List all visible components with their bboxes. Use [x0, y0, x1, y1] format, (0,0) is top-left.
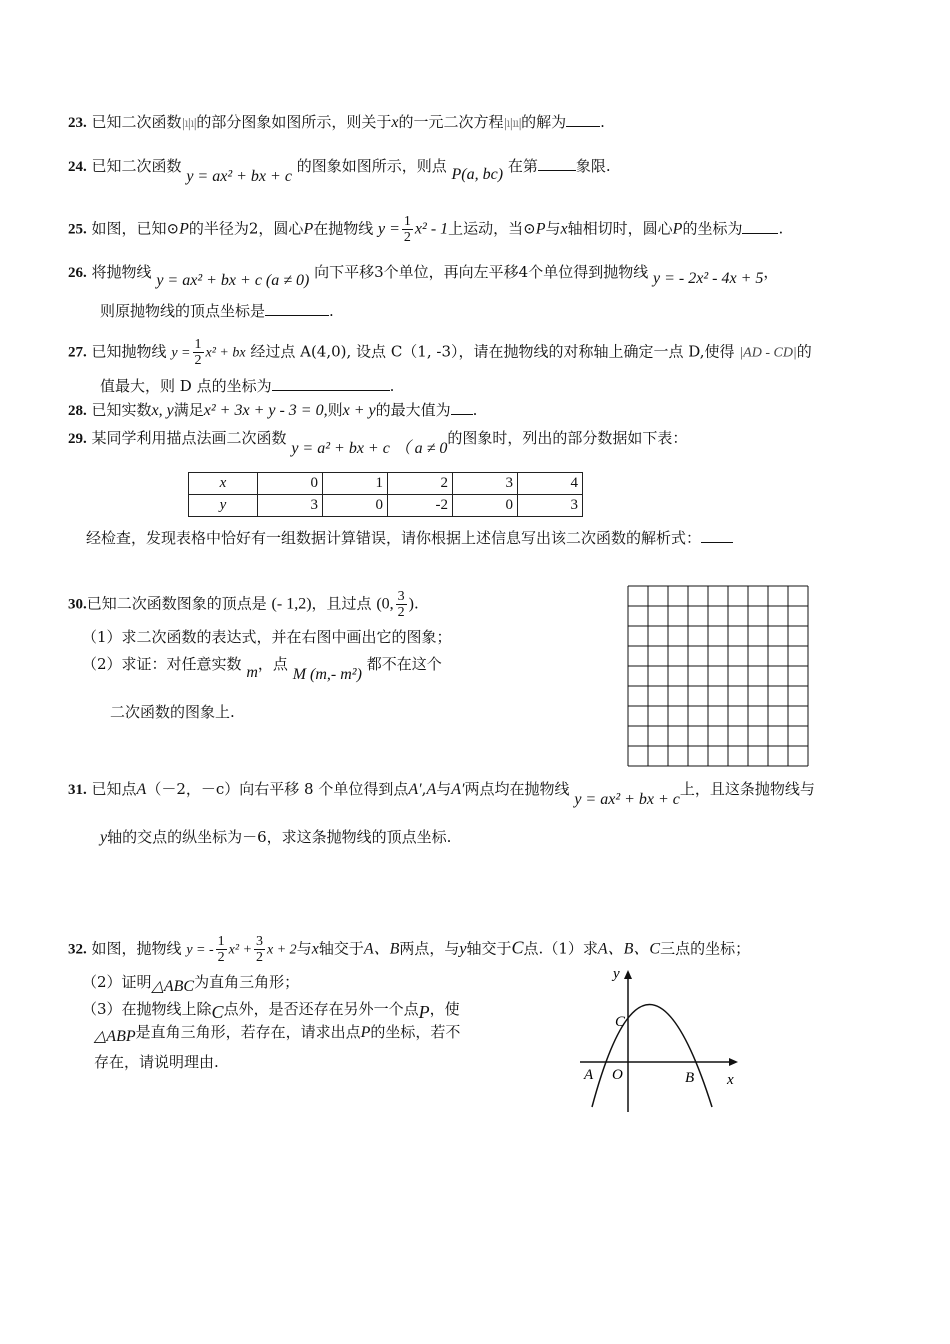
q-text: 与: [436, 780, 452, 798]
denominator: 2: [403, 230, 411, 245]
variable: P: [179, 220, 189, 238]
x-axis-arrow-icon: [729, 1058, 738, 1066]
q-text: 的半径为2，圆心: [188, 219, 304, 238]
formula: x² +: [228, 942, 253, 958]
q-text: 轴交于: [318, 939, 364, 958]
q-text: 的: [796, 342, 812, 361]
q-text: 已知二次函数: [91, 157, 182, 175]
variable: P: [303, 220, 314, 238]
answer-blank[interactable]: [265, 301, 329, 316]
variable: m: [246, 664, 258, 681]
variable: C: [511, 937, 524, 958]
point-M: M (m,- m²): [292, 666, 362, 683]
point: (0,: [376, 595, 394, 613]
q-text: 在抛物线: [313, 219, 374, 238]
answer-blank[interactable]: [451, 400, 473, 415]
question-29: [68, 428, 688, 457]
q-text: 已知抛物线: [91, 342, 167, 361]
q-text: 点外，是否还存在另外一个点: [223, 1000, 419, 1018]
q-text: 的一元二次方程: [398, 113, 504, 131]
q-text: 上，且这条抛物线与: [679, 780, 815, 798]
points: A、B、C: [597, 940, 661, 958]
q-text: 某同学利用描点法画二次函数: [91, 429, 287, 447]
question-30: [68, 589, 419, 620]
question-32-part3-cont: [94, 1022, 460, 1043]
triangle: △ABC: [151, 978, 195, 995]
variable: y: [459, 940, 467, 958]
question-31: [68, 779, 815, 808]
q-text: （2）求证：对任意实数: [82, 655, 242, 673]
parabola-curve: [592, 1005, 712, 1108]
table-row-y: [189, 495, 583, 517]
q-text: 向右平移 8 个单位得到点: [239, 780, 409, 798]
question-23: [68, 112, 605, 133]
point-C-label: C: [615, 1014, 626, 1030]
table-cell: 4: [518, 473, 583, 495]
variable: A′: [451, 781, 465, 798]
question-30-part1: （1）求二次函数的表达式，并在右图中画出它的图象；: [82, 628, 452, 646]
q-end: .: [413, 594, 419, 613]
q-text: 在第: [507, 157, 538, 175]
origin-label: O: [612, 1067, 623, 1083]
table-cell: -2: [388, 495, 453, 517]
q-text: 与: [545, 219, 561, 238]
question-25: [68, 214, 783, 245]
table-cell: 2: [388, 473, 453, 495]
q-text: 将抛物线: [91, 263, 152, 281]
formula: y = ax² + bx + c (a ≠ 0): [156, 272, 310, 289]
table-row-x: [189, 473, 583, 495]
q-text: 已知二次函数图象的顶点是: [86, 594, 267, 613]
q-text: 已知实数: [91, 401, 152, 419]
numerator: 1: [403, 214, 411, 229]
x-axis-label: x: [727, 1072, 734, 1088]
numerator: 3: [397, 589, 405, 604]
point: ): [408, 595, 414, 613]
numerator: 3: [256, 934, 264, 949]
coordinate-grid[interactable]: [627, 585, 809, 767]
expression: x + y: [342, 402, 376, 419]
variable: y: [100, 829, 108, 846]
q-text: 如图，抛物线: [91, 939, 182, 958]
answer-blank[interactable]: [538, 156, 576, 171]
q-text: 的部分图象如图所示，则关于: [196, 113, 392, 131]
answer-blank[interactable]: [742, 219, 778, 234]
q-text: ,: [421, 780, 427, 798]
denominator: 2: [397, 605, 405, 620]
answer-blank[interactable]: [701, 528, 733, 543]
table-cell: 0: [258, 473, 323, 495]
y-axis-label: y: [613, 966, 620, 982]
data-table: [188, 472, 583, 517]
question-32: [68, 934, 750, 965]
q-text: （3）在抛物线上除: [82, 1000, 212, 1018]
formula: x² + bx: [205, 345, 246, 361]
fraction: [396, 589, 407, 620]
variables: x, y: [151, 402, 174, 419]
q-end: .: [389, 377, 395, 395]
vertex-point: (- 1,2): [271, 595, 312, 613]
fraction: [216, 934, 227, 965]
q-text: 满足: [173, 401, 204, 419]
q-text: 两点，与: [399, 939, 460, 958]
fraction: [193, 337, 204, 368]
points: A、B: [363, 940, 400, 958]
parabola-graph: [575, 962, 755, 1122]
formula: y = ax² + bx + c: [186, 168, 292, 185]
question-26-line2: [100, 301, 334, 321]
table-cell: 3: [258, 495, 323, 517]
fraction: [402, 214, 413, 245]
triangle: △ABP: [94, 1028, 136, 1045]
formula: y = - 2x² - 4x + 5: [653, 270, 764, 287]
q-text: ，: [763, 263, 779, 281]
q-number: 24.: [68, 159, 87, 175]
formula-image: |ı|ıı|: [503, 116, 522, 130]
q-text: 是直角三角形，若存在，请求出点: [135, 1023, 361, 1041]
q-text: 已知二次函数: [91, 113, 182, 131]
q-text: 的最大值为: [375, 401, 451, 419]
question-26: [68, 262, 779, 289]
answer-blank[interactable]: [272, 376, 390, 391]
variable: x: [391, 114, 399, 131]
q-text: 点.（1）求: [523, 939, 598, 958]
q-number: 30.: [68, 596, 87, 613]
q-text: 都不在这个: [366, 655, 442, 673]
q-number: 25.: [68, 221, 87, 238]
formula: x + 2: [267, 942, 297, 958]
numerator: 1: [217, 934, 225, 949]
q-text: 则原抛物线的顶点坐标是: [100, 302, 266, 320]
q-text: 为直角三角形；: [194, 973, 300, 991]
question-24: [68, 156, 611, 185]
formula: y =: [378, 220, 400, 238]
formula-image: |ı|ı|: [181, 116, 197, 130]
point-B-label: B: [685, 1070, 695, 1086]
q-text: 轴的交点的纵坐标为－6，求这条抛物线的顶点坐标.: [107, 828, 452, 846]
y-axis-arrow-icon: [624, 970, 632, 979]
question-32-part2: [82, 972, 299, 993]
q-text: 已知点: [91, 780, 137, 798]
equation: x² + 3x + y - 3 = 0,: [203, 402, 328, 419]
q-text: ，使: [429, 1000, 460, 1018]
q-text: 如图，已知⊙: [91, 219, 180, 238]
point-A-label: A: [584, 1067, 594, 1083]
variable: P: [535, 220, 546, 238]
formula: y =: [171, 345, 191, 361]
q-end: .: [329, 302, 334, 320]
formula: y = a² + bx + c: [291, 440, 390, 457]
q-text: 的图象如图所示，则点: [296, 157, 447, 175]
variable: A: [426, 781, 437, 798]
q-text: 轴相切时，圆心: [567, 219, 673, 238]
question-27: [68, 337, 812, 368]
q-text: 值最大，则 D 点的坐标为: [100, 377, 272, 395]
q-text: 的图象时，列出的部分数据如下表：: [447, 429, 688, 447]
variable: x: [311, 940, 319, 958]
q-text: 的坐标，若不: [370, 1023, 461, 1041]
table-header: y: [189, 495, 258, 517]
question-29-after: [86, 528, 733, 548]
fraction: [254, 934, 265, 965]
q-number: 23.: [68, 115, 87, 131]
q-number: 28.: [68, 403, 87, 419]
formula: y = ax² + bx + c: [574, 791, 680, 808]
q-text: 三点的坐标；: [660, 939, 751, 958]
q-end: .: [472, 401, 478, 419]
variable: A: [136, 781, 147, 798]
question-31-line2: [100, 827, 451, 848]
variable: P: [672, 220, 683, 238]
variable: P: [418, 1002, 430, 1022]
question-30-part2-cont: 二次函数的图象上.: [110, 703, 235, 721]
table-cell: 3: [453, 473, 518, 495]
variable: P: [360, 1024, 371, 1041]
question-28: [68, 400, 477, 421]
table-cell: 0: [323, 495, 388, 517]
q-text: 象限.: [575, 157, 611, 175]
q-number: 31.: [68, 782, 87, 798]
denominator: 2: [194, 353, 202, 368]
table-cell: 0: [453, 495, 518, 517]
condition: （ a ≠ 0: [394, 440, 448, 457]
question-27-line2: [100, 376, 394, 396]
q-text: 经过点 A(4,0), 设点 C（1, -3），请在抛物线的对称轴上确定一点 D,使得: [250, 342, 735, 361]
question-30-part2: [82, 654, 442, 683]
q-text: 的解为: [521, 113, 567, 131]
table-cell: 3: [518, 495, 583, 517]
q-text: 上运动，当⊙: [448, 219, 536, 238]
q-text: 的坐标为: [682, 219, 743, 238]
variable: x: [560, 220, 568, 238]
formula: x² - 1: [414, 220, 449, 238]
q-text: 经检查，发现表格中恰好有一组数据计算错误，请你根据上述信息写出该二次函数的解析式：: [86, 529, 702, 547]
variable: C: [211, 1002, 224, 1022]
q-text: 轴交于: [466, 939, 512, 958]
question-32-part3: [82, 998, 460, 1022]
table-header: x: [189, 473, 258, 495]
abs-expression: |AD - CD|: [739, 345, 797, 361]
numerator: 1: [194, 337, 202, 352]
denominator: 2: [256, 950, 264, 965]
q-end: .: [778, 219, 784, 238]
denominator: 2: [217, 950, 225, 965]
table-cell: 1: [323, 473, 388, 495]
formula: y = -: [186, 942, 214, 958]
question-32-part3-end: 存在，请说明理由.: [94, 1053, 219, 1071]
answer-blank[interactable]: [566, 112, 600, 127]
variable: A′: [408, 781, 422, 798]
q-number: 32.: [68, 941, 87, 958]
q-text: （2）证明: [82, 973, 152, 991]
q-text: 向下平移3个单位，再向左平移4个单位得到抛物线: [314, 263, 649, 281]
q-text: 两点均在抛物线: [464, 780, 570, 798]
q-number: 26.: [68, 265, 87, 281]
point-P: P(a, bc): [451, 166, 504, 183]
q-end: .: [600, 113, 605, 131]
point: （－2，－c）: [146, 780, 240, 798]
q-text: 与: [296, 939, 312, 958]
q-number: 29.: [68, 431, 87, 447]
q-number: 27.: [68, 344, 87, 361]
q-text: ，点: [257, 655, 288, 673]
q-text: 则: [327, 401, 343, 419]
q-text: ，且过点: [311, 594, 372, 613]
